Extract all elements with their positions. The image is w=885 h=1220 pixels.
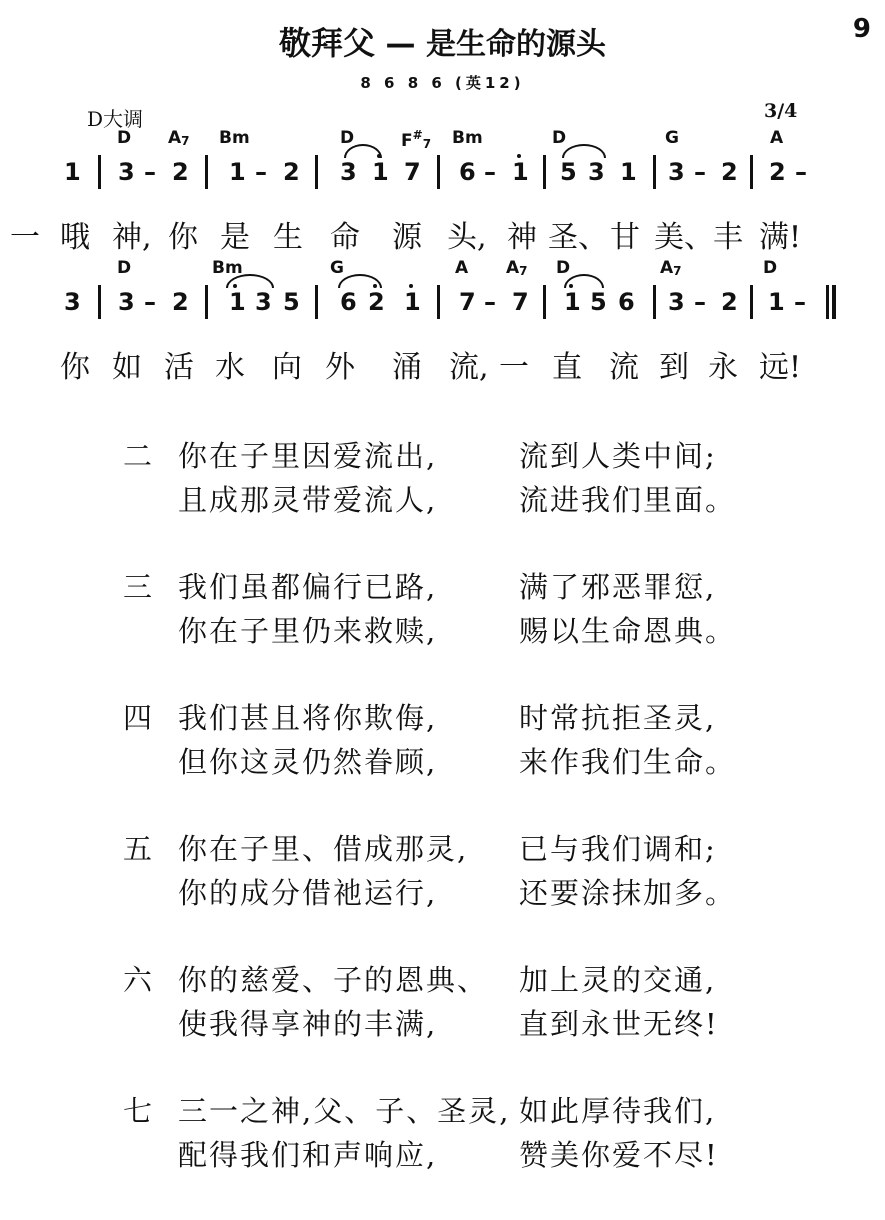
verse-line: 你在子里、借成那灵, — [178, 832, 469, 866]
note: 1 — [229, 158, 246, 186]
note: 6 — [340, 288, 357, 316]
verse-line: 你的成分借祂运行, — [178, 876, 438, 910]
barline — [543, 155, 546, 189]
verse-number: 六 — [123, 963, 153, 997]
title-main: 敬拜父 — [279, 24, 376, 62]
note: 2 — [368, 288, 385, 316]
note: 3 — [668, 158, 685, 186]
chord-row-1 — [0, 128, 885, 152]
page-number: 9 — [852, 14, 871, 44]
barline — [750, 285, 753, 319]
note: 2 — [721, 288, 738, 316]
note: 3 — [64, 288, 81, 316]
barline — [205, 285, 208, 319]
note: 3 — [340, 158, 357, 186]
meter-label: 8 6 8 6 (英12) — [360, 74, 525, 92]
verse — [123, 958, 863, 1089]
note: – — [144, 288, 156, 316]
note: 5 — [283, 288, 300, 316]
note: – — [484, 288, 496, 316]
verse-line: 直到永世无终! — [519, 1007, 719, 1041]
lyric-word: 流, — [449, 350, 489, 385]
final-barline — [826, 285, 829, 319]
verse-number: 七 — [123, 1094, 153, 1128]
lyric-word: 远! — [759, 350, 802, 385]
verse-line: 但你这灵仍然眷顾, — [178, 745, 438, 779]
note: 1 — [372, 158, 389, 186]
verse-number: 五 — [123, 832, 153, 866]
lyric-word: 你 — [168, 220, 198, 255]
note: 1 — [229, 288, 246, 316]
note: 2 — [283, 158, 300, 186]
verse-line: 三一之神,父、子、圣灵, — [178, 1094, 511, 1128]
lyric-word: 如 — [112, 350, 142, 385]
verse-line: 且成那灵带爱流人, — [178, 483, 438, 517]
note: 3 — [118, 288, 135, 316]
lyric-word: 美、 — [654, 220, 714, 255]
barline — [315, 285, 318, 319]
verse-line: 配得我们和声响应, — [178, 1138, 438, 1172]
octave-dot — [409, 284, 413, 288]
barline — [750, 155, 753, 189]
note: 2 — [172, 288, 189, 316]
note: 5 — [590, 288, 607, 316]
note: 5 — [560, 158, 577, 186]
verse-list — [123, 434, 863, 1220]
lyric-word: 是 — [220, 220, 250, 255]
verse-line: 赐以生命恩典。 — [519, 614, 737, 648]
verse-line: 你在子里仍来救赎, — [178, 614, 438, 648]
barline — [437, 285, 440, 319]
verse-line: 满了邪恶罪愆, — [519, 570, 717, 604]
verse — [123, 434, 863, 565]
verse — [123, 1089, 863, 1220]
lyric-word: 甘 — [610, 220, 640, 255]
chord: $A_7$ — [660, 258, 682, 278]
lyric-word: 神 — [507, 220, 537, 255]
lyric-word: 一 — [499, 350, 529, 385]
verse-line: 我们虽都偏行已路, — [178, 570, 438, 604]
verse — [123, 565, 863, 696]
chord: $A_7$ — [168, 128, 190, 148]
note: 6 — [459, 158, 476, 186]
note: 3 — [668, 288, 685, 316]
verse-line: 使我得享神的丰满, — [178, 1007, 438, 1041]
chord: G — [330, 258, 344, 278]
lyric-word: 直 — [552, 350, 582, 385]
barline — [437, 155, 440, 189]
chord: D — [556, 258, 571, 278]
note: 2 — [172, 158, 189, 186]
verse — [123, 827, 863, 958]
verse-line: 已与我们调和; — [519, 832, 717, 866]
verse-line: 你的慈爱、子的恩典、 — [178, 963, 489, 997]
lyric-row-1 — [0, 212, 885, 255]
chord: D — [117, 128, 132, 148]
octave-dot — [517, 154, 521, 158]
lyric-word: 涌 — [392, 350, 422, 385]
lyric-word: 满! — [759, 220, 802, 255]
chord: A — [455, 258, 469, 278]
verse-line: 如此厚待我们, — [519, 1094, 717, 1128]
verse-line: 时常抗拒圣灵, — [519, 701, 717, 735]
note: 6 — [618, 288, 635, 316]
verse — [123, 696, 863, 827]
title-subtitle: 是生命的源头 — [425, 27, 606, 62]
note-row-1 — [0, 158, 885, 198]
lyric-word: 水 — [215, 350, 245, 385]
verse-line: 还要涂抹加多。 — [519, 876, 737, 910]
lyric-row-2 — [0, 342, 885, 385]
barline — [543, 285, 546, 319]
note: 7 — [404, 158, 421, 186]
chord: $A_7$ — [506, 258, 528, 278]
barline — [98, 155, 101, 189]
chord: Bm — [219, 128, 250, 148]
barline — [653, 285, 656, 319]
verse-line: 流到人类中间; — [519, 439, 717, 473]
chord: D — [117, 258, 132, 278]
note: – — [794, 288, 806, 316]
note: – — [694, 158, 706, 186]
hymn-title — [0, 18, 885, 64]
verse-number: 四 — [123, 701, 153, 735]
verse-line: 来作我们生命。 — [519, 745, 737, 779]
lyric-word: 一 — [10, 220, 40, 255]
lyric-word: 哦 — [60, 220, 90, 255]
note: 2 — [721, 158, 738, 186]
note: 7 — [459, 288, 476, 316]
note: – — [144, 158, 156, 186]
barline — [653, 155, 656, 189]
chord: Bm — [452, 128, 483, 148]
lyric-word: 流 — [609, 350, 639, 385]
note: – — [484, 158, 496, 186]
title-dash: — — [385, 27, 416, 62]
lyric-word: 头, — [447, 220, 487, 255]
chord-row-2 — [0, 258, 885, 282]
barline — [205, 155, 208, 189]
note: 3 — [588, 158, 605, 186]
lyric-word: 丰 — [713, 220, 743, 255]
verse-number: 三 — [123, 570, 153, 604]
lyric-word: 外 — [325, 350, 355, 385]
lyric-word: 永 — [708, 350, 738, 385]
key-signature: D大调 — [87, 107, 144, 131]
chord: A — [770, 128, 784, 148]
chord: D — [340, 128, 355, 148]
note: – — [694, 288, 706, 316]
verse-line: 流进我们里面。 — [519, 483, 737, 517]
lyric-word: 到 — [659, 350, 689, 385]
verse-line: 赞美你爱不尽! — [519, 1138, 719, 1172]
lyric-word: 命 — [330, 220, 360, 255]
barline — [315, 155, 318, 189]
note: 1 — [404, 288, 421, 316]
lyric-word: 你 — [60, 350, 90, 385]
note: 1 — [512, 158, 529, 186]
chord: D — [763, 258, 778, 278]
chord: D — [552, 128, 567, 148]
chord: $F^{\#}_7$ — [401, 128, 432, 151]
note: 3 — [255, 288, 272, 316]
lyric-word: 圣、 — [548, 220, 608, 255]
note: 1 — [768, 288, 785, 316]
chord: Bm — [212, 258, 243, 278]
note: – — [795, 158, 807, 186]
verse-number: 二 — [123, 439, 153, 473]
verse-line: 加上灵的交通, — [519, 963, 717, 997]
final-barline — [832, 285, 836, 319]
time-signature: 3/4 — [764, 100, 798, 122]
barline — [98, 285, 101, 319]
note: 2 — [769, 158, 786, 186]
verse-line: 你在子里因爱流出, — [178, 439, 438, 473]
verse-line: 我们甚且将你欺侮, — [178, 701, 438, 735]
note: 7 — [512, 288, 529, 316]
lyric-word: 活 — [164, 350, 194, 385]
note-row-2 — [0, 288, 885, 328]
note: 1 — [64, 158, 81, 186]
lyric-word: 神, — [112, 220, 152, 255]
note: – — [255, 158, 267, 186]
note: 1 — [620, 158, 637, 186]
chord: G — [665, 128, 679, 148]
note: 3 — [118, 158, 135, 186]
lyric-word: 生 — [273, 220, 303, 255]
lyric-word: 向 — [272, 350, 302, 385]
lyric-word: 源 — [392, 220, 422, 255]
note: 1 — [564, 288, 581, 316]
